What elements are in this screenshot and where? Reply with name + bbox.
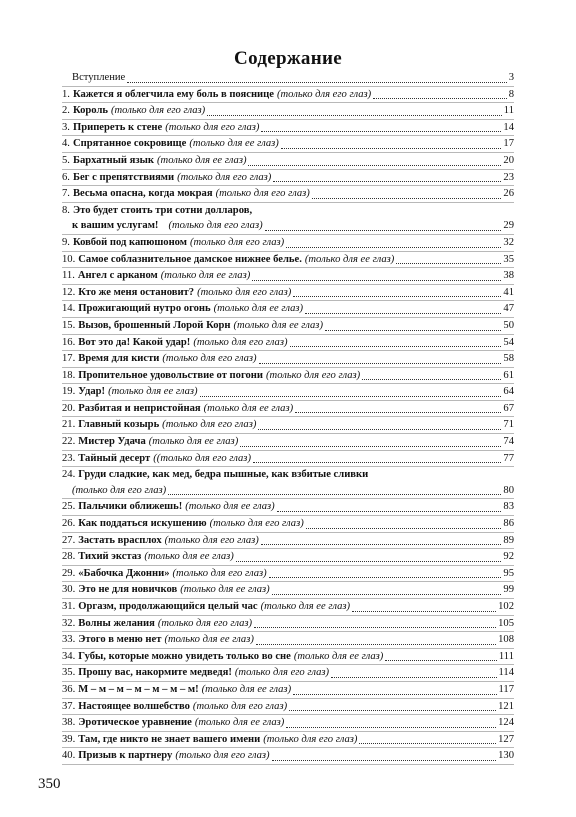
toc-entry-page: 20 (503, 154, 514, 166)
toc-entry-title: Пропительное удовольствие от погони (78, 369, 264, 381)
toc-entry (62, 384, 514, 401)
toc-entry-number: 25. (62, 501, 76, 513)
toc-entry-number: 34. (62, 650, 76, 662)
toc-leader-dots (254, 626, 496, 628)
toc-entry-note: (только для его глаз) (192, 700, 288, 712)
toc-entry-page: 54 (503, 336, 514, 348)
toc-entry (62, 516, 514, 533)
toc-entry-title: Вот это да! Какой удар! (78, 336, 191, 348)
toc-entry-number: 12. (62, 286, 76, 298)
toc-entry-title: Тихий экстаз (78, 551, 142, 563)
toc-leader-dots (168, 493, 501, 495)
toc-entry-page: 121 (498, 700, 514, 712)
toc-entry-page: 67 (503, 402, 514, 414)
toc-entry-title: Самое соблазнительное дамское нижнее белье. (78, 253, 302, 265)
toc-entry-number: 23. (62, 452, 76, 464)
toc-entry-page: 77 (503, 452, 514, 464)
toc-entry-note: (только для его глаз) (111, 105, 206, 117)
toc-entry (62, 682, 514, 699)
toc-entry-title: Груди сладкие, как мед, бедра пышные, как взбитые сливки (78, 469, 369, 481)
toc-leader-dots (293, 693, 496, 695)
toc-entry-page: 47 (503, 303, 514, 315)
toc-entry-note: (только для его глаз) (168, 220, 263, 232)
toc-entry-note: (только для его глаз) (215, 188, 310, 200)
toc-entry-number: 24. (62, 469, 76, 481)
toc-entry-number: 22. (62, 436, 76, 448)
toc-entry-number: 19. (62, 386, 76, 398)
toc-entry (62, 599, 514, 616)
toc-entry-note: ((только для его глаз) (153, 452, 251, 464)
toc-entry-number: 9. (62, 236, 70, 248)
toc-entry-title: Бег с препятствиями (72, 171, 175, 183)
toc-entry-number: 38. (62, 717, 76, 729)
toc-entry-number: 3. (62, 121, 70, 133)
toc-entry-page: 64 (503, 386, 514, 398)
page-number: 350 (38, 776, 61, 792)
toc-entry-note: (только для ее глаз) (203, 402, 294, 414)
toc-entry-page: 83 (503, 501, 514, 513)
toc-entry-page: 124 (498, 717, 514, 729)
toc-entry-title: Кажется я облегчила ему боль в пояснице (72, 88, 274, 100)
toc-entry-title: к вашим услугам! (72, 220, 159, 232)
toc-leader-dots (352, 610, 496, 612)
toc-entry-note: (только для ее глаз) (201, 683, 292, 695)
toc-entry (62, 499, 514, 516)
toc-entry (62, 649, 514, 666)
toc-entry-note: (только для его глаз) (157, 617, 253, 629)
toc-entry-title: «Бабочка Джонни» (78, 567, 170, 579)
toc-entry-page: 71 (503, 419, 514, 431)
toc-entry-note: (только для его глаз) (164, 534, 259, 546)
toc-leader-dots (261, 543, 502, 545)
toc-leader-dots (312, 197, 502, 199)
toc-entry-page: 80 (503, 484, 514, 496)
toc-entry-title: Ангел с арканом (77, 270, 158, 282)
toc-entry-title: Вступление (72, 72, 126, 83)
toc-entry-page: 111 (498, 650, 514, 662)
toc-leader-dots (272, 593, 502, 595)
toc-leader-dots (396, 262, 501, 264)
toc-entry-number: 2. (62, 105, 70, 117)
toc-entry (62, 434, 514, 451)
toc-entry-note: (только для его глаз) (175, 750, 270, 762)
toc-entry-title: Припереть к стене (72, 121, 163, 133)
toc-entry-title: Спрятанное сокровище (72, 138, 187, 150)
toc-entry (62, 699, 514, 716)
toc-entry-note: (только для его глаз) (177, 171, 272, 183)
toc-entry-note: (только для ее глаз) (180, 584, 270, 596)
toc-entry (62, 351, 514, 368)
toc-entry-title: Настоящее волшебство (78, 700, 190, 712)
toc-entry-page: 8 (508, 88, 514, 100)
toc-entry-note: (только для ее глаз) (144, 551, 234, 563)
toc-entry-note: (только для его глаз) (162, 419, 257, 431)
toc-leader-dots (240, 445, 501, 447)
table-of-contents (62, 70, 514, 765)
toc-entry-note: (только для его глаз) (263, 733, 358, 745)
toc-entry (62, 170, 514, 187)
toc-entry-page: 11 (503, 105, 514, 117)
toc-entry-page: 89 (503, 534, 514, 546)
toc-entry-number: 37. (62, 700, 76, 712)
toc-entry-title: Волны желания (78, 617, 155, 629)
toc-leader-dots (261, 130, 501, 132)
toc-entry-page: 23 (503, 171, 514, 183)
toc-entry-number: 30. (62, 584, 76, 596)
toc-entry-page: 32 (503, 236, 514, 248)
toc-entry-page: 130 (498, 750, 514, 762)
toc-leader-dots (272, 759, 497, 761)
toc-entry (62, 70, 514, 87)
toc-entry-number: 18. (62, 369, 76, 381)
toc-entry-title: Губы, которые можно увидеть только во сне (78, 650, 291, 662)
toc-entry-number: 35. (62, 667, 76, 679)
toc-entry-page: 114 (498, 667, 514, 679)
toc-entry-page: 3 (508, 72, 514, 83)
toc-entry-title: Тайный десерт (78, 452, 151, 464)
toc-entry-page: 117 (498, 683, 514, 695)
toc-entry (62, 120, 514, 137)
toc-entry-page: 58 (503, 353, 514, 365)
toc-entry (62, 483, 514, 500)
toc-entry-number: 17. (62, 353, 76, 365)
toc-entry-page: 50 (503, 319, 514, 331)
toc-entry-note: (только для его глаз) (190, 236, 285, 248)
toc-entry (62, 748, 514, 765)
toc-entry (62, 186, 514, 203)
toc-leader-dots (265, 229, 502, 231)
toc-entry (62, 566, 514, 583)
toc-entry-number: 20. (62, 402, 76, 414)
toc-entry (62, 318, 514, 335)
toc-entry (62, 301, 514, 318)
toc-entry (62, 616, 514, 633)
toc-entry-title: Этого в меню нет (78, 634, 162, 646)
toc-entry-number: 4. (62, 138, 70, 150)
toc-entry-number: 7. (62, 188, 70, 200)
toc-leader-dots (373, 97, 507, 99)
toc-leader-dots (293, 295, 501, 297)
toc-entry-page: 95 (503, 567, 514, 579)
toc-entry-number: 6. (62, 171, 70, 183)
toc-entry-page: 74 (503, 436, 514, 448)
toc-entry-title: Эротическое уравнение (78, 717, 192, 729)
toc-entry-note: (только для его глаз) (193, 336, 288, 348)
toc-entry-page: 86 (503, 518, 514, 530)
toc-entry (62, 401, 514, 418)
toc-leader-dots (259, 362, 502, 364)
toc-entry (62, 732, 514, 749)
toc-entry-note: (только для его глаз) (266, 369, 361, 381)
toc-entry-note: (только для его глаз) (72, 484, 167, 496)
toc-entry-note: (только для ее глаз) (185, 501, 275, 513)
toc-leader-dots (359, 742, 496, 744)
toc-leader-dots (256, 643, 496, 645)
toc-entry (62, 467, 514, 483)
toc-entry-number: 1. (62, 88, 70, 100)
toc-leader-dots (207, 114, 502, 116)
toc-entry (62, 218, 514, 235)
toc-leader-dots (281, 147, 502, 149)
toc-entry-title: Удар! (78, 386, 106, 398)
toc-entry-page: 26 (503, 188, 514, 200)
toc-leader-dots (253, 461, 501, 463)
toc-entry (62, 153, 514, 170)
toc-entry-title: Как поддаться искушению (78, 518, 207, 530)
toc-entry-note: (только для его глаз) (209, 518, 304, 530)
toc-entry-note: (только для его глаз) (172, 567, 267, 579)
toc-entry-title: Вызов, брошенный Лорой Корн (78, 319, 231, 331)
toc-leader-dots (325, 329, 501, 331)
toc-entry-title: Кто же меня остановит? (78, 286, 195, 298)
toc-leader-dots (273, 180, 501, 182)
toc-entry-title: Время для кисти (78, 353, 160, 365)
toc-entry-number: 8. (62, 204, 70, 216)
toc-entry-note: (только для ее глаз) (189, 138, 279, 150)
toc-entry-page: 92 (503, 551, 514, 563)
toc-leader-dots (289, 709, 496, 711)
toc-entry (62, 235, 514, 252)
toc-entry-title: Там, где никто не знает вашего имени (78, 733, 261, 745)
toc-entry-title: Пальчики оближешь! (78, 501, 183, 513)
toc-entry-note: (только для его глаз) (165, 121, 260, 133)
toc-entry-page: 14 (503, 121, 514, 133)
toc-entry (62, 715, 514, 732)
toc-entry-note: (только для ее глаз) (304, 253, 395, 265)
toc-entry-number: 36. (62, 683, 76, 695)
toc-entry (62, 252, 514, 269)
toc-entry-note: (только для ее глаз) (157, 154, 247, 166)
toc-entry-number: 15. (62, 319, 76, 331)
toc-entry-number: 28. (62, 551, 76, 563)
toc-entry (62, 665, 514, 682)
toc-entry-note: (только для ее глаз) (213, 303, 304, 315)
toc-leader-dots (306, 527, 502, 529)
toc-entry (62, 417, 514, 434)
toc-entry-number: 10. (62, 253, 76, 265)
toc-leader-dots (286, 726, 496, 728)
toc-entry-title: Главный козырь (78, 419, 160, 431)
toc-entry-page: 99 (503, 584, 514, 596)
toc-leader-dots (248, 164, 501, 166)
toc-entry-page: 127 (498, 733, 514, 745)
toc-leader-dots (258, 428, 501, 430)
toc-entry (62, 285, 514, 302)
toc-leader-dots (286, 246, 501, 248)
toc-entry-number: 14. (62, 303, 76, 315)
toc-entry-number: 39. (62, 733, 76, 745)
toc-entry-page: 35 (503, 253, 514, 265)
toc-entry (62, 533, 514, 550)
toc-entry-page: 38 (503, 270, 514, 282)
toc-entry-title: Это будет стоить три сотни долларов, (72, 204, 253, 216)
toc-entry-number: 33. (62, 634, 76, 646)
toc-entry (62, 268, 514, 285)
toc-entry-title: Бархатный язык (72, 154, 155, 166)
toc-leader-dots (269, 576, 502, 578)
toc-entry-title: Разбитая и непристойная (78, 402, 201, 414)
toc-entry-page: 102 (498, 601, 514, 612)
toc-entry-title: Мистер Удача (78, 436, 146, 448)
toc-leader-dots (385, 659, 497, 661)
toc-entry-number: 32. (62, 617, 76, 629)
toc-entry-note: (только для его глаз) (234, 667, 330, 679)
toc-entry (62, 582, 514, 599)
toc-entry-title: Оргазм, продолжающийся целый час (78, 601, 258, 612)
toc-leader-dots (295, 411, 501, 413)
toc-entry-note: (только для ее глаз) (194, 717, 285, 729)
toc-entry-note: (только для его глаз) (162, 353, 257, 365)
toc-entry-title: М – м – м – м – м – м – м! (78, 683, 199, 695)
toc-entry-note: (только для ее глаз) (108, 386, 198, 398)
toc-entry-number: 29. (62, 567, 76, 579)
toc-entry-number: 11. (62, 270, 75, 282)
toc-entry-title: Прожигающий нутро огонь (78, 303, 211, 315)
toc-entry-page: 17 (503, 138, 514, 150)
toc-entry-note: (только для ее глаз) (148, 436, 239, 448)
toc-entry-page: 41 (503, 286, 514, 298)
toc-entry-title: Король (72, 105, 108, 117)
toc-entry (62, 136, 514, 153)
toc-entry (62, 549, 514, 566)
toc-leader-dots (277, 510, 502, 512)
toc-entry-number: 21. (62, 419, 76, 431)
toc-entry (62, 451, 514, 468)
toc-entry-number: 26. (62, 518, 76, 530)
toc-entry-title: Ковбой под капюшоном (72, 236, 187, 248)
toc-entry (62, 103, 514, 120)
page-title: Содержание (234, 48, 342, 69)
toc-entry (62, 368, 514, 385)
toc-entry-title: Призыв к партнеру (78, 750, 173, 762)
toc-entry-note: (только для ее глаз) (260, 601, 351, 612)
toc-entry-note: (только для ее глаз) (160, 270, 251, 282)
toc-leader-dots (252, 279, 501, 281)
toc-entry-title: Это не для новичков (78, 584, 178, 596)
toc-leader-dots (331, 676, 496, 678)
toc-entry-title: Весьма опасна, когда мокрая (72, 188, 213, 200)
toc-entry (62, 335, 514, 352)
toc-entry-note: (только для ее глаз) (293, 650, 384, 662)
toc-entry-page: 108 (498, 634, 514, 646)
toc-entry-note: (только для ее глаз) (164, 634, 254, 646)
toc-leader-dots (362, 378, 501, 380)
toc-leader-dots (200, 395, 502, 397)
toc-entry-page: 61 (503, 369, 514, 381)
toc-leader-dots (236, 560, 502, 562)
toc-entry-number: 5. (62, 154, 70, 166)
toc-entry-title: Застать врасплох (78, 534, 162, 546)
toc-entry-number: 27. (62, 534, 76, 546)
toc-entry-page: 105 (498, 617, 514, 629)
toc-entry (62, 203, 514, 219)
toc-entry-number: 31. (62, 601, 76, 612)
toc-entry (62, 87, 514, 104)
toc-entry-note: (только для его глаз) (197, 286, 292, 298)
toc-entry-note: (только для ее глаз) (233, 319, 323, 331)
toc-entry-title: Прошу вас, накормите медведя! (78, 667, 232, 679)
toc-entry (62, 632, 514, 649)
toc-leader-dots (290, 345, 502, 347)
toc-entry-page: 29 (503, 220, 514, 232)
toc-entry-note: (только для его глаз) (276, 88, 372, 100)
toc-leader-dots (305, 312, 501, 314)
toc-entry-number: 16. (62, 336, 76, 348)
toc-leader-dots (127, 81, 506, 83)
toc-entry-number: 40. (62, 750, 76, 762)
